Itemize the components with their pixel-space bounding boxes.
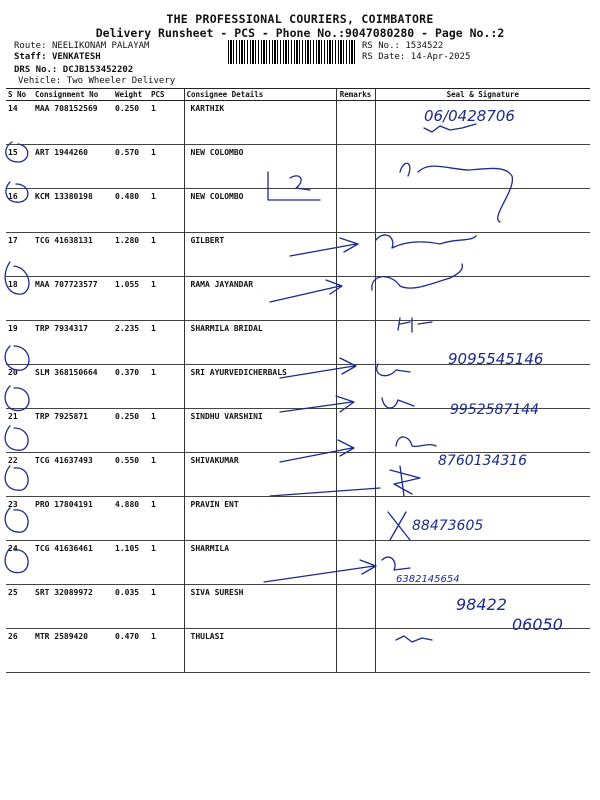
cell-sno: 16 xyxy=(8,192,18,201)
cell-consignment-no: SLM 368150664 xyxy=(35,368,98,377)
col-pcs: PCS xyxy=(149,89,184,101)
cell-sno: 21 xyxy=(8,412,18,421)
col-signature: Seal & Signature xyxy=(375,89,590,101)
cell-remarks xyxy=(336,321,375,365)
handwritten-note: 88473605 xyxy=(412,518,484,534)
cell-sno: 23 xyxy=(8,500,18,509)
handwritten-note: 8760134316 xyxy=(438,453,528,469)
table-row xyxy=(6,629,590,673)
rs-date-value: 14-Apr-2025 xyxy=(410,52,471,62)
cell-consignment-no: MAA 708152569 xyxy=(35,104,98,113)
cell-sno: 25 xyxy=(8,588,18,597)
cell-consignee: KARTHIK xyxy=(184,101,336,145)
cell-consignment-no: TCG 41636461 xyxy=(35,544,93,553)
cell-consignee: GILBERT xyxy=(184,233,336,277)
table-row xyxy=(6,453,590,497)
handwritten-note: 06050 xyxy=(512,615,563,634)
drs-value: DCJB153452202 xyxy=(62,65,134,75)
cell-consignee: SRI AYURVEDICHERBALS xyxy=(184,365,336,409)
cell-consignee: SIVA SURESH xyxy=(184,585,336,629)
cell-remarks xyxy=(336,277,375,321)
cell-consignee: SHARMILA BRIDAL xyxy=(184,321,336,365)
cell-pcs: 1 xyxy=(151,500,156,509)
cell-pcs: 1 xyxy=(151,412,156,421)
rs-date-line: RS Date: 14-Apr-2025 xyxy=(362,52,471,62)
cell-weight: 0.370 xyxy=(115,368,140,377)
cell-consignee: SHIVAKUMAR xyxy=(184,453,336,497)
cell-signature xyxy=(375,453,590,497)
cell-weight: 0.250 xyxy=(115,412,140,421)
cell-consignment-no: MAA 707723577 xyxy=(35,280,98,289)
cell-signature xyxy=(375,629,590,673)
handwritten-note: 9095545146 xyxy=(448,350,544,368)
table-row xyxy=(6,365,590,409)
cell-consignee: SINDHU VARSHINI xyxy=(184,409,336,453)
col-consignee: Consignee Details xyxy=(184,89,336,101)
cell-weight: 1.055 xyxy=(115,280,140,289)
cell-remarks xyxy=(336,629,375,673)
cell-remarks xyxy=(336,585,375,629)
cell-signature xyxy=(375,409,590,453)
company-title: THE PROFESSIONAL COURIERS, COIMBATORE xyxy=(166,12,434,26)
cell-consignment-no: KCM 13380198 xyxy=(35,192,93,201)
cell-pcs: 1 xyxy=(151,588,156,597)
cell-weight: 0.480 xyxy=(115,192,140,201)
vehicle-value: Two Wheeler Delivery xyxy=(66,76,176,86)
barcode xyxy=(228,40,356,64)
cell-pcs: 1 xyxy=(151,368,156,377)
drs-line: DRS No.: DCJB153452202 xyxy=(14,65,134,75)
table-row xyxy=(6,101,590,145)
cell-signature xyxy=(375,101,590,145)
table-row xyxy=(6,277,590,321)
handwritten-note: 06/0428706 xyxy=(424,107,515,125)
cell-pcs: 1 xyxy=(151,544,156,553)
cell-signature xyxy=(375,541,590,585)
table-row xyxy=(6,233,590,277)
staff-line: Staff: VENKATESH xyxy=(14,52,101,62)
cell-consignee: SHARMILA xyxy=(184,541,336,585)
col-consignment: Consignment No xyxy=(33,89,113,101)
cell-pcs: 1 xyxy=(151,104,156,113)
cell-signature xyxy=(375,497,590,541)
cell-remarks xyxy=(336,145,375,189)
cell-consignment-no: PRO 17804191 xyxy=(35,500,93,509)
cell-consignee: NEW COLOMBO xyxy=(184,189,336,233)
cell-consignee: PRAVIN ENT xyxy=(184,497,336,541)
vehicle-line: Vehicle: Two Wheeler Delivery xyxy=(18,76,176,86)
rs-no-line: RS No.: 1534522 xyxy=(362,41,444,51)
cell-consignment-no: SRT 32089972 xyxy=(35,588,93,597)
cell-consignment-no: TCG 41638131 xyxy=(35,236,93,245)
cell-pcs: 1 xyxy=(151,148,156,157)
cell-remarks xyxy=(336,409,375,453)
cell-pcs: 1 xyxy=(151,192,156,201)
cell-sno: 14 xyxy=(8,104,18,113)
cell-signature xyxy=(375,277,590,321)
cell-remarks xyxy=(336,453,375,497)
cell-sno: 15 xyxy=(8,148,18,157)
runsheet-table xyxy=(6,88,590,673)
table-row xyxy=(6,409,590,453)
cell-remarks xyxy=(336,541,375,585)
staff-value: VENKATESH xyxy=(51,52,101,62)
cell-consignee: THULASI xyxy=(184,629,336,673)
col-sno: S No xyxy=(6,89,33,101)
cell-consignee: NEW COLOMBO xyxy=(184,145,336,189)
cell-remarks xyxy=(336,497,375,541)
cell-remarks xyxy=(336,233,375,277)
runsheet-subtitle: Delivery Runsheet - PCS - Phone No.:9047080280 - Page No.:2 xyxy=(95,26,505,40)
cell-signature xyxy=(375,321,590,365)
cell-weight: 0.250 xyxy=(115,104,140,113)
cell-consignment-no: TRP 7925871 xyxy=(35,412,88,421)
handwritten-note: 6382145654 xyxy=(396,574,460,585)
table-row xyxy=(6,145,590,189)
cell-sno: 18 xyxy=(8,280,18,289)
cell-sno: 26 xyxy=(8,632,18,641)
cell-sno: 22 xyxy=(8,456,18,465)
cell-signature xyxy=(375,233,590,277)
table-row xyxy=(6,541,590,585)
cell-weight: 0.550 xyxy=(115,456,140,465)
cell-pcs: 1 xyxy=(151,236,156,245)
cell-consignment-no: TCG 41637493 xyxy=(35,456,93,465)
cell-remarks xyxy=(336,189,375,233)
cell-weight: 1.105 xyxy=(115,544,140,553)
cell-signature xyxy=(375,145,590,189)
cell-consignment-no: TRP 7934317 xyxy=(35,324,88,333)
cell-pcs: 1 xyxy=(151,280,156,289)
cell-signature xyxy=(375,585,590,629)
cell-remarks xyxy=(336,365,375,409)
handwritten-note: 9952587144 xyxy=(450,402,540,418)
route-value: NEELIKONAM PALAYAM xyxy=(51,41,150,51)
cell-consignment-no: MTR 2589420 xyxy=(35,632,88,641)
cell-consignment-no: ART 1944260 xyxy=(35,148,88,157)
col-weight: Weight xyxy=(113,89,149,101)
table-row xyxy=(6,585,590,629)
cell-sno: 24 xyxy=(8,544,18,553)
route-line: Route: NEELIKONAM PALAYAM xyxy=(14,41,150,51)
cell-pcs: 1 xyxy=(151,456,156,465)
cell-weight: 0.470 xyxy=(115,632,140,641)
cell-sno: 20 xyxy=(8,368,18,377)
cell-weight: 0.035 xyxy=(115,588,140,597)
handwritten-note: 98422 xyxy=(456,595,507,614)
cell-sno: 17 xyxy=(8,236,18,245)
cell-sno: 19 xyxy=(8,324,18,333)
table-row xyxy=(6,189,590,233)
rs-no-value: 1534522 xyxy=(405,41,444,51)
cell-signature xyxy=(375,365,590,409)
cell-remarks xyxy=(336,101,375,145)
cell-weight: 1.280 xyxy=(115,236,140,245)
cell-pcs: 1 xyxy=(151,324,156,333)
table-row xyxy=(6,497,590,541)
table-row xyxy=(6,321,590,365)
cell-signature xyxy=(375,189,590,233)
col-remarks: Remarks xyxy=(336,89,375,101)
table-header-row xyxy=(6,89,590,101)
cell-weight: 4.880 xyxy=(115,500,140,509)
cell-consignee: RAMA JAYANDAR xyxy=(184,277,336,321)
cell-pcs: 1 xyxy=(151,632,156,641)
cell-weight: 2.235 xyxy=(115,324,140,333)
cell-weight: 0.570 xyxy=(115,148,140,157)
